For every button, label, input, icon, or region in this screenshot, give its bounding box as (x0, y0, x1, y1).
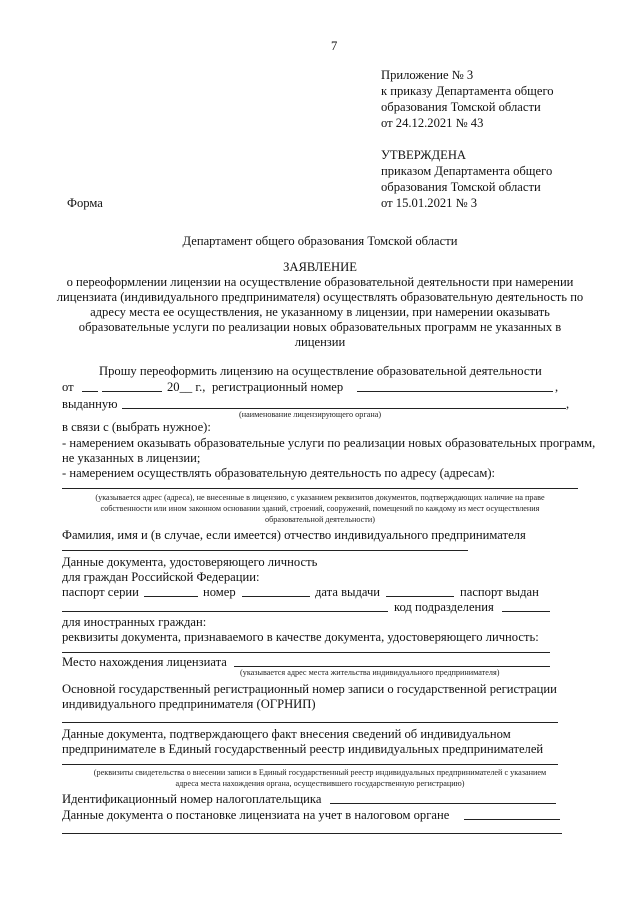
foreign-doc-field[interactable] (62, 652, 550, 653)
issue-date-label: дата выдачи (315, 585, 381, 599)
issuer-field[interactable] (122, 408, 566, 409)
inn-label: Идентификационный номер налогоплательщика (62, 792, 322, 806)
address-hint-line-3: образовательной деятельности) (265, 515, 375, 524)
document-title: ЗАЯВЛЕНИЕ (283, 260, 357, 274)
ogrnip-line-2: индивидуального предпринимателя (ОГРНИП) (62, 697, 316, 711)
identity-heading: Данные документа, удостоверяющего личность (62, 555, 318, 569)
foreign-citizens-label: для иностранных граждан: (62, 615, 207, 629)
year-label: 20__ г., (167, 380, 206, 394)
passport-number-field[interactable] (242, 596, 310, 597)
appendix-line-3: образования Томской области (381, 100, 541, 114)
appendix-line-2: к приказу Департамента общего (381, 84, 554, 98)
issued-label: выданную (62, 397, 118, 411)
reg-number-field[interactable] (357, 391, 553, 392)
inn-field[interactable] (330, 803, 556, 804)
option-1-line-2: не указанных в лицензии; (62, 451, 201, 465)
subtitle-line-3: адресу места ее осуществления, не указанному в лицензии, при намерении оказывать (90, 305, 550, 319)
address-hint-line-2: собственности или ином законном основании зданий, строений, сооружений, помещений по каждому из мест осуществления (100, 504, 540, 513)
approved-line-3: образования Томской области (381, 180, 541, 194)
appendix-line-1: Приложение № 3 (381, 68, 474, 82)
division-code-field[interactable] (502, 611, 550, 612)
reg-number-label: регистрационный номер (212, 380, 344, 394)
appendix-line-4: от 24.12.2021 № 43 (381, 116, 484, 130)
month-field[interactable] (102, 391, 162, 392)
fio-label: Фамилия, имя и (в случае, если имеется) отчество индивидуального предпринимателя (62, 528, 526, 542)
approved-line-2: приказом Департамента общего (381, 164, 553, 178)
option-1-line-1: - намерением оказывать образовательные услуги по реализации новых образовательных программ, (62, 436, 596, 450)
tax-doc-field-2[interactable] (62, 833, 562, 834)
address-hint-line-1: (указывается адрес (адреса), не внесенные в лицензию, с указанием реквизитов документов, подтверждающих наличие на праве (95, 493, 545, 502)
approved-line-1: УТВЕРЖДЕНА (381, 148, 467, 162)
passport-series-label: паспорт серии (62, 585, 139, 599)
egrip-hint-line-1: (реквизиты свидетельства о внесении записи в Единый государственный реестр индивидуальных предпринимателей с указанием (93, 768, 547, 777)
issue-date-field[interactable] (386, 596, 454, 597)
ogrnip-field[interactable] (62, 722, 558, 723)
department-name: Департамент общего образования Томской области (182, 234, 458, 248)
issued-by-field[interactable] (62, 611, 388, 612)
passport-series-field[interactable] (144, 596, 198, 597)
egrip-field[interactable] (62, 764, 558, 765)
location-hint: (указывается адрес места жительства индивидуального предпринимателя) (240, 668, 500, 677)
fio-field[interactable] (62, 550, 468, 551)
ogrnip-line-1: Основной государственный регистрационный номер записи о государственной регистрации (62, 682, 557, 696)
reason-label: в связи с (выбрать нужное): (62, 420, 211, 434)
page-number: 7 (331, 39, 338, 53)
passport-number-label: номер (203, 585, 236, 599)
subtitle-line-1: о переоформлении лицензии на осуществление образовательной деятельности при намерении (66, 275, 574, 289)
comma-2: , (566, 397, 570, 411)
egrip-line-2: предпринимателе в Единый государственный реестр индивидуальных предпринимателей (62, 742, 544, 756)
tax-doc-label: Данные документа о постановке лицензиата на учет в налоговом органе (62, 808, 450, 822)
egrip-hint-line-2: адреса места нахождения органа, осуществившего государственную регистрацию) (175, 779, 465, 788)
request-line-1: Прошу переоформить лицензию на осуществление образовательной деятельности (99, 364, 542, 378)
day-field[interactable] (82, 391, 98, 392)
division-code-label: код подразделения (394, 600, 494, 614)
egrip-line-1: Данные документа, подтверждающего факт внесения сведений об индивидуальном (62, 727, 511, 741)
subtitle-line-5: лицензии (294, 335, 346, 349)
location-field[interactable] (234, 666, 550, 667)
comma: , (555, 380, 559, 394)
rf-citizens-label: для граждан Российской Федерации: (62, 570, 260, 584)
approved-line-4: от 15.01.2021 № 3 (381, 196, 478, 210)
tax-doc-field[interactable] (464, 819, 560, 820)
location-label: Место нахождения лицензиата (62, 655, 227, 669)
issued-by-label: паспорт выдан (460, 585, 539, 599)
address-field[interactable] (62, 488, 578, 489)
foreign-doc-label: реквизиты документа, признаваемого в качестве документа, удостоверяющего личность: (62, 630, 539, 644)
subtitle-line-4: образовательные услуги по реализации новых образовательных программ не указанных в (78, 320, 562, 334)
issuer-hint: (наименование лицензирующего органа) (239, 410, 382, 419)
subtitle-line-2: лицензиата (индивидуального предпринимателя) осуществлять образовательную деятельность по (56, 290, 584, 304)
form-label: Форма (67, 196, 103, 210)
option-2: - намерением осуществлять образовательную деятельность по адресу (адресам): (62, 466, 496, 480)
from-label: от (62, 380, 74, 394)
